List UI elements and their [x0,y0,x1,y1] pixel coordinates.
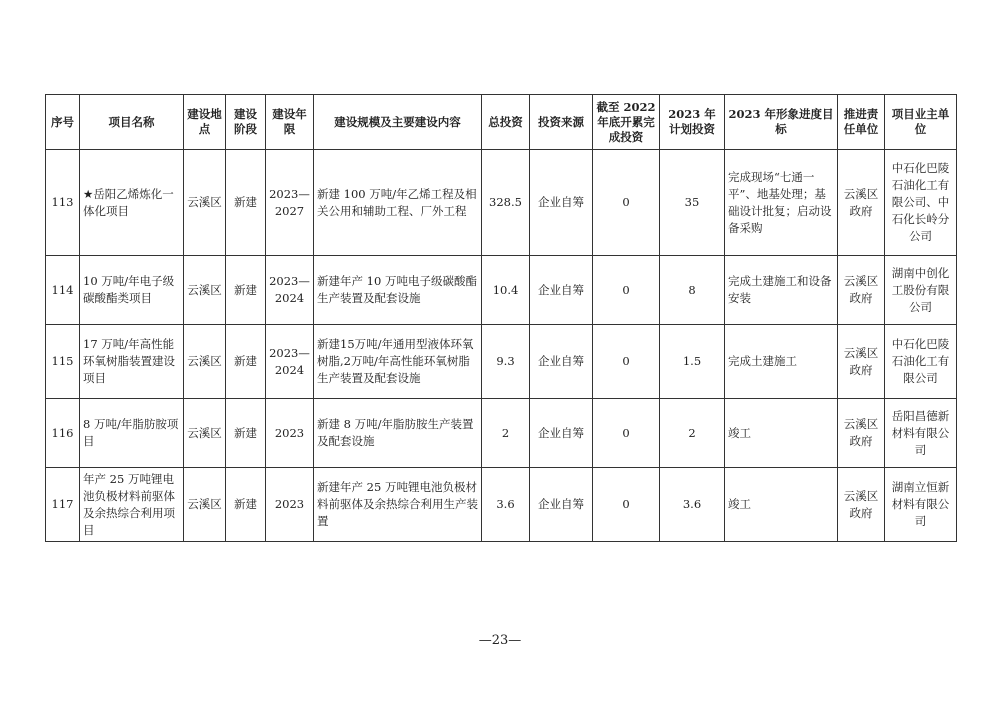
header-stage: 建设阶段 [226,95,266,150]
cell-name-text: 8 万吨/年脂肪胺项目 [83,417,179,448]
cell-seq: 116 [46,399,80,468]
cell-responsible: 云溪区政府 [838,150,885,256]
cell-period: 2023—2024 [266,256,314,325]
table-row [46,468,957,542]
cell-name-text: 岳阳乙烯炼化一体化项目 [83,186,174,218]
cell-name [80,399,184,468]
cell-name [80,325,184,399]
cell-content: 新建15万吨/年通用型液体环氧树脂,2万吨/年高性能环氧树脂生产装置及配套设施 [314,325,482,399]
cell-total: 2 [482,399,530,468]
header-location: 建设地点 [184,95,226,150]
cell-goal2023: 完成现场“七通一平”、地基处理；基础设计批复；启动设备采购 [725,150,838,256]
project-table [45,94,957,542]
cell-source: 企业自筹 [530,468,593,542]
header-seq: 序号 [46,95,80,150]
header-responsible: 推进责任单位 [838,95,885,150]
cell-plan2023: 3.6 [660,468,725,542]
cell-location: 云溪区 [184,150,226,256]
cell-period: 2023—2027 [266,150,314,256]
cell-stage: 新建 [226,150,266,256]
cell-location: 云溪区 [184,399,226,468]
cell-total: 3.6 [482,468,530,542]
cell-cumulative: 0 [593,325,660,399]
cell-owner: 湖南中创化工股份有限公司 [885,256,957,325]
cell-cumulative: 0 [593,150,660,256]
header-goal2023: 2023 年形象进度目标 [725,95,838,150]
cell-seq: 115 [46,325,80,399]
cell-location: 云溪区 [184,256,226,325]
table-row [46,325,957,399]
cell-source: 企业自筹 [530,150,593,256]
cell-owner: 中石化巴陵石油化工有限公司、中石化长岭分公司 [885,150,957,256]
cell-owner: 湖南立恒新材料有限公司 [885,468,957,542]
cell-name [80,468,184,542]
cell-source: 企业自筹 [530,256,593,325]
header-name: 项目名称 [80,95,184,150]
cell-plan2023: 1.5 [660,325,725,399]
cell-name-text: 17 万吨/年高性能环氧树脂装置建设项目 [83,337,175,385]
table-header-row [46,95,957,150]
cell-goal2023: 完成土建施工和设备安装 [725,256,838,325]
cell-source: 企业自筹 [530,399,593,468]
star-icon: ★ [83,186,94,201]
cell-name-text: 10 万吨/年电子级碳酸酯类项目 [83,274,175,305]
header-period: 建设年限 [266,95,314,150]
cell-plan2023: 35 [660,150,725,256]
cell-owner: 岳阳昌德新材料有限公司 [885,399,957,468]
cell-source: 企业自筹 [530,325,593,399]
cell-plan2023: 2 [660,399,725,468]
cell-stage: 新建 [226,399,266,468]
cell-stage: 新建 [226,325,266,399]
cell-owner: 中石化巴陵石油化工有限公司 [885,325,957,399]
cell-goal2023: 竣工 [725,468,838,542]
cell-responsible: 云溪区政府 [838,325,885,399]
cell-name [80,256,184,325]
cell-name-text: 年产 25 万吨锂电池负极材料前驱体及余热综合利用项目 [83,471,175,537]
table-row [46,399,957,468]
cell-period: 2023 [266,399,314,468]
cell-stage: 新建 [226,256,266,325]
cell-content: 新建 100 万吨/年乙烯工程及相关公用和辅助工程、厂外工程 [314,150,482,256]
cell-cumulative: 0 [593,399,660,468]
cell-seq: 114 [46,256,80,325]
header-content: 建设规模及主要建设内容 [314,95,482,150]
page-number: —23— [478,633,522,648]
cell-cumulative: 0 [593,468,660,542]
header-plan2023: 2023 年计划投资 [660,95,725,150]
cell-stage: 新建 [226,468,266,542]
cell-period: 2023 [266,468,314,542]
cell-responsible: 云溪区政府 [838,468,885,542]
cell-name [80,150,184,256]
cell-seq: 113 [46,150,80,256]
cell-location: 云溪区 [184,325,226,399]
cell-cumulative: 0 [593,256,660,325]
cell-plan2023: 8 [660,256,725,325]
cell-seq: 117 [46,468,80,542]
cell-content: 新建 8 万吨/年脂肪胺生产装置及配套设施 [314,399,482,468]
header-owner: 项目业主单位 [885,95,957,150]
header-total: 总投资 [482,95,530,150]
header-cumulative: 截至 2022 年底开累完成投资 [593,95,660,150]
cell-total: 10.4 [482,256,530,325]
cell-responsible: 云溪区政府 [838,256,885,325]
header-source: 投资来源 [530,95,593,150]
cell-content: 新建年产 25 万吨锂电池负极材料前驱体及余热综合利用生产装置 [314,468,482,542]
table-row [46,150,957,256]
cell-period: 2023—2024 [266,325,314,399]
cell-responsible: 云溪区政府 [838,399,885,468]
cell-total: 9.3 [482,325,530,399]
cell-content: 新建年产 10 万吨电子级碳酸酯生产装置及配套设施 [314,256,482,325]
cell-location: 云溪区 [184,468,226,542]
cell-total: 328.5 [482,150,530,256]
cell-goal2023: 完成土建施工 [725,325,838,399]
cell-goal2023: 竣工 [725,399,838,468]
table-row [46,256,957,325]
